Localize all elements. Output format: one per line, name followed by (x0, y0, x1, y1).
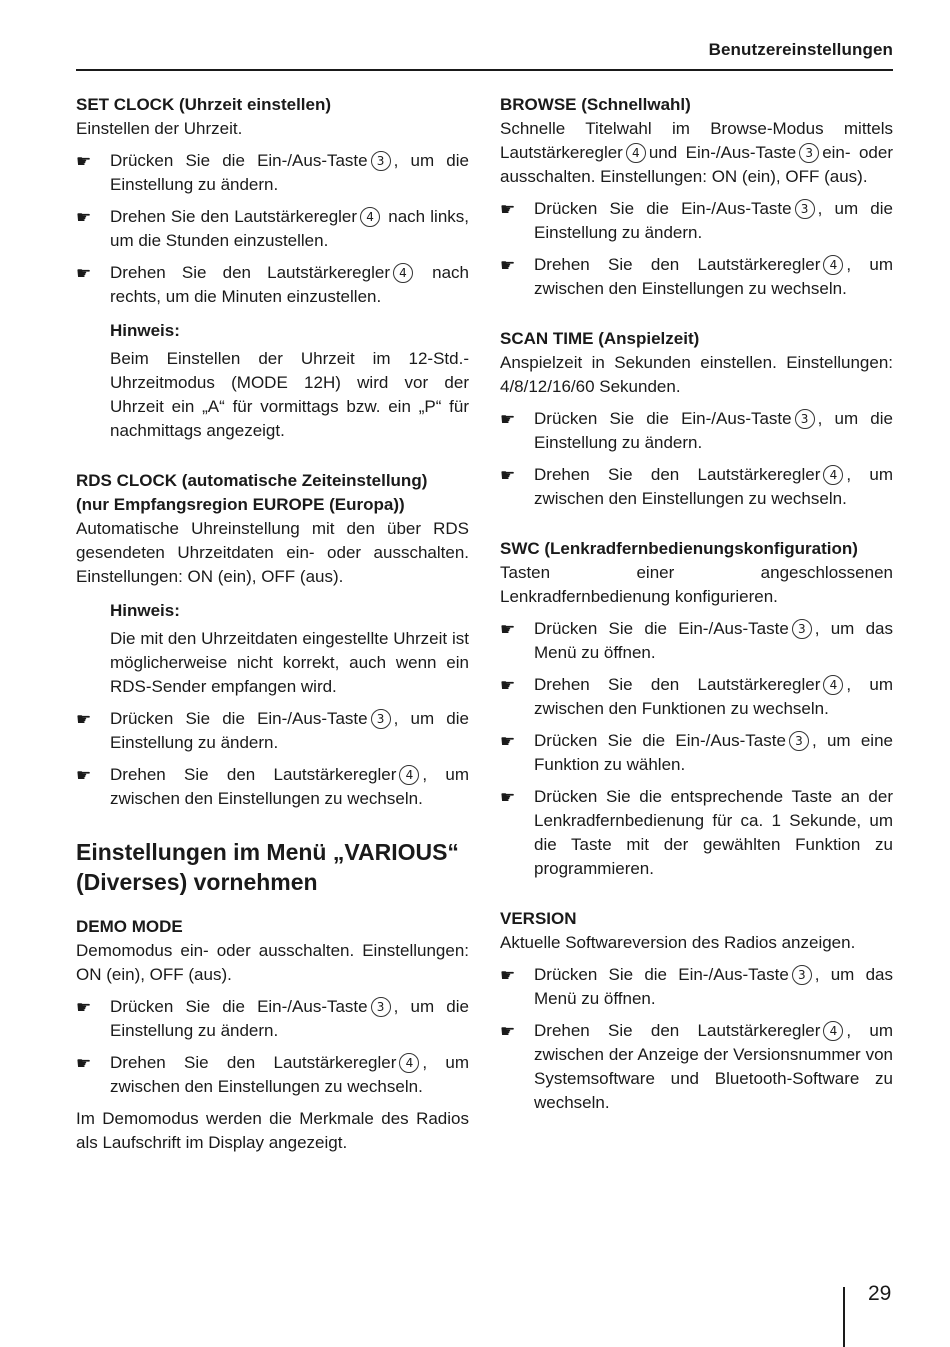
list-item: ☛ Drücken Sie die Ein-/Aus-Taste 3 , um die Einstellung zu ändern. (76, 997, 469, 1040)
list-item: ☛ Drehen Sie den Lautstärkeregler 4 , um zwischen den Einstellungen zu wechseln. (500, 465, 894, 508)
note-box (76, 599, 469, 699)
callout-number: 4 (399, 765, 419, 785)
page-header-title: Benutzereinstellungen (708, 40, 893, 59)
swc-heading: SWC (Lenkradfernbedienungskonfiguration) (500, 539, 858, 558)
note-title: Hinweis: (110, 601, 180, 620)
demo-mode-intro: Demomodus ein- oder ausschalten. Einstellungen: ON (ein), OFF (aus). (76, 941, 469, 984)
pointing-hand-icon: ☛ (500, 676, 516, 696)
list-item: ☛ Drücken Sie die Ein-/Aus-Taste 3 , um eine Funktion zu wählen. (500, 731, 893, 774)
list-item: ☛ Drücken Sie die Ein-/Aus-Taste 3 , um die Einstellung zu ändern. (500, 199, 893, 242)
list-item: ☛ Drehen Sie den Lautstärkeregler 4 , um zwischen den Einstellungen zu wechseln. (500, 255, 894, 298)
rds-clock-subheading: (nur Empfangsregion EUROPE (Europa)) (76, 495, 405, 514)
pointing-hand-icon: ☛ (76, 264, 92, 284)
list-item: ☛ Drehen Sie den Lautstärkeregler 4 , um zwischen den Funktionen zu wechseln. (500, 675, 894, 718)
note-title: Hinweis: (110, 321, 180, 340)
callout-number: 4 (823, 255, 843, 275)
pointing-hand-icon: ☛ (76, 998, 92, 1018)
callout-number: 3 (792, 619, 812, 639)
rds-clock-intro: Automatische Uhreinstellung mit den über RDS gesendeten Uhrzeitdaten ein- oder ausschalten. Einstellungen: ON (ein), OFF (aus). (76, 519, 469, 586)
page-number: 29 (868, 1282, 892, 1305)
callout-number: 4 (823, 465, 843, 485)
note-box (76, 319, 469, 443)
callout-number: 4 (823, 675, 843, 695)
callout-number: 3 (371, 151, 391, 171)
rds-clock-heading: RDS CLOCK (automatische Zeiteinstellung) (76, 471, 428, 490)
callout-number: 4 (360, 207, 380, 227)
various-subheading: (Diverses) vornehmen (76, 869, 318, 895)
version-heading: VERSION (500, 909, 577, 928)
pointing-hand-icon: ☛ (76, 1054, 92, 1074)
list-item: ☛ Drehen Sie den Lautstärkeregler 4 , um zwischen den Einstellungen zu wechseln. (76, 765, 470, 808)
demo-mode-heading: DEMO MODE (76, 917, 183, 936)
list-item: ☛ Drücken Sie die Ein-/Aus-Taste 3 , um das Menü zu öffnen. (500, 619, 893, 662)
pointing-hand-icon: ☛ (76, 766, 92, 786)
callout-number: 3 (799, 143, 819, 163)
list-item: ☛ Drehen Sie den Lautstärkeregler 4 , um zwischen den Einstellungen zu wechseln. (76, 1053, 470, 1096)
scan-time-intro: Anspielzeit in Sekunden einstellen. Einstellungen: 4/8/12/16/60 Sekunden. (500, 353, 893, 396)
callout-number: 4 (626, 143, 646, 163)
list-item: ☛ Drücken Sie die Ein-/Aus-Taste 3 , um die Einstellung zu ändern. (500, 409, 893, 452)
set-clock-heading: SET CLOCK (Uhrzeit einstellen) (76, 95, 332, 114)
callout-number: 3 (795, 409, 815, 429)
callout-number: 3 (371, 997, 391, 1017)
browse-heading: BROWSE (Schnellwahl) (500, 95, 691, 114)
pointing-hand-icon: ☛ (500, 1022, 516, 1042)
pointing-hand-icon: ☛ (500, 466, 516, 486)
swc-intro: Tasten einer angeschlossenen Lenkradfernbedienung konfigurieren. (500, 563, 893, 606)
callout-number: 4 (399, 1053, 419, 1073)
callout-number: 3 (789, 731, 809, 751)
pointing-hand-icon: ☛ (76, 208, 92, 228)
note-text: Beim Einstellen der Uhrzeit im 12-Std.-Uhrzeitmodus (MODE 12H) wird vor der Uhrzeit ein „A“ für vormittags bzw. ein „P“ für nachmittags angezeigt. (110, 349, 469, 440)
right-column (500, 93, 893, 1123)
pointing-hand-icon: ☛ (500, 966, 516, 986)
pointing-hand-icon: ☛ (500, 732, 516, 752)
left-column (76, 93, 469, 1155)
header-rule (76, 69, 893, 71)
set-clock-intro: Einstellen der Uhrzeit. (76, 119, 243, 138)
pointing-hand-icon: ☛ (500, 788, 516, 808)
list-item: ☛ Drücken Sie die Ein-/Aus-Taste 3 , um die Einstellung zu ändern. (76, 709, 469, 752)
callout-number: 4 (823, 1021, 843, 1041)
browse-intro: Schnelle Titelwahl im Browse-Modus mittels Lautstärkeregler 4 und Ein-/Aus-Taste 3 ein- oder ausschalten. Einstellungen: ON (ein), OFF (aus). (500, 119, 893, 186)
various-heading: Einstellungen im Menü „VARIOUS“ (76, 839, 459, 865)
version-intro: Aktuelle Softwareversion des Radios anzeigen. (500, 933, 856, 952)
callout-number: 3 (371, 709, 391, 729)
pointing-hand-icon: ☛ (76, 710, 92, 730)
callout-number: 3 (795, 199, 815, 219)
list-item: ☛ Drücken Sie die entsprechende Taste an der Lenkradfernbedienung für ca. 1 Sekunde, um die Taste mit der gewählten Funktion zu programmieren. (500, 787, 893, 878)
callout-number: 3 (792, 965, 812, 985)
list-item: ☛ Drücken Sie die Ein-/Aus-Taste 3 , um die Einstellung zu ändern. (76, 151, 469, 194)
demo-mode-outro: Im Demomodus werden die Merkmale des Radios als Laufschrift im Display angezeigt. (76, 1109, 469, 1152)
pointing-hand-icon: ☛ (500, 620, 516, 640)
pointing-hand-icon: ☛ (500, 256, 516, 276)
footer-rule (843, 1287, 845, 1347)
list-item: ☛ Drehen Sie den Lautstärkeregler 4 , um zwischen der Anzeige der Versionsnummer von Systemsoftware und Bluetooth-Software zu wechseln. (500, 1021, 894, 1112)
list-item: ☛ Drehen Sie den Lautstärkeregler 4 nach rechts, um die Minuten einzustellen. (76, 263, 469, 306)
list-item: ☛ Drücken Sie die Ein-/Aus-Taste 3 , um das Menü zu öffnen. (500, 965, 893, 1008)
scan-time-heading: SCAN TIME (Anspielzeit) (500, 329, 700, 348)
pointing-hand-icon: ☛ (76, 152, 92, 172)
callout-number: 4 (393, 263, 413, 283)
pointing-hand-icon: ☛ (500, 410, 516, 430)
list-item: ☛ Drehen Sie den Lautstärkeregler 4 nach links, um die Stunden einzustellen. (76, 207, 470, 250)
note-text: Die mit den Uhrzeitdaten eingestellte Uhrzeit ist möglicherweise nicht korrekt, auch wenn ein RDS-Sender empfangen wird. (110, 629, 469, 696)
pointing-hand-icon: ☛ (500, 200, 516, 220)
